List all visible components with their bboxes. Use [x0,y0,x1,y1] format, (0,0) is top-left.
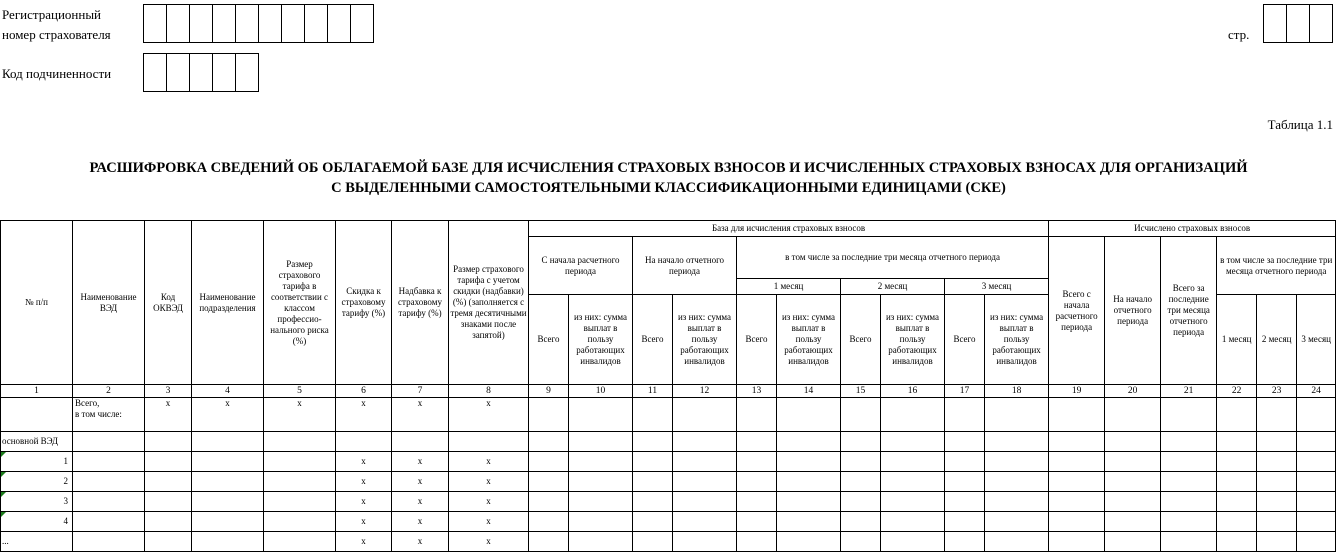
column-number: 8 [449,385,529,398]
reg-number-field[interactable] [143,4,374,43]
main-ved-row [1,432,1336,452]
column-number: 7 [392,385,449,398]
x-mark: x [336,512,392,532]
column-number: 4 [192,385,264,398]
main-table [0,220,1336,552]
column-number: 2 [73,385,145,398]
col-header-base-start: С начала расчетного периода [529,237,633,295]
x-mark: x [449,492,529,512]
page-title: РАСШИФРОВКА СВЕДЕНИЙ ОБ ОБЛАГАЕМОЙ БАЗЕ ДЛЯ ИСЧИСЛЕНИЯ СТРАХОВЫХ ВЗНОСОВ И ИСЧИСЛЕННЫХ СТРАХОВЫХ ВЗНОСАХ ДЛЯ ОРГАНИЗАЦИЙ С ВЫДЕЛЕННЫМИ САМОСТОЯТЕЛЬНЫМИ КЛАССИФИКАЦИОННЫМИ ЕДИНИЦАМИ (СКЕ) [89,160,1248,196]
column-number: 15 [841,385,881,398]
column-number: 24 [1297,385,1336,398]
column-number: 10 [569,385,633,398]
column-number: 5 [264,385,336,398]
col-header-c-m3: 3 месяц [1297,295,1336,385]
col-header-base-report: На начало отчетного периода [633,237,737,295]
total-label: Всего, в том числе: [73,398,145,432]
col-header-tariff: Размер страхового тарифа в соответствии с классом профессио-нального риска (%) [264,221,336,385]
cell-comment-marker [1,512,6,517]
x-mark: x [392,532,449,552]
row-number: ... [1,532,73,552]
column-number: 18 [985,385,1049,398]
column-number: 20 [1105,385,1161,398]
col-header-base: База для исчисления страховых взносов [529,221,1049,237]
col-header-ved: Наименование ВЭД [73,221,145,385]
table-row [1,532,1336,552]
column-number: 14 [777,385,841,398]
col-header-tariff-adj: Размер страхового тарифа с учетом скидки (надбавки) (%) (заполняется с тремя десятичными знаками после запятой) [449,221,529,385]
cell-comment-marker [1,452,6,457]
x-mark: x [449,512,529,532]
col-header-m3: 3 месяц [945,279,1049,295]
column-number: 16 [881,385,945,398]
x-mark: x [449,532,529,552]
x-mark: x [449,398,529,432]
table-row [1,512,1336,532]
column-number: 12 [673,385,737,398]
col-header-c-m2: 2 месяц [1257,295,1297,385]
sub-code-field[interactable] [143,53,259,92]
column-number: 21 [1161,385,1217,398]
col-header-calc-start: Всего с начала расчетного периода [1049,237,1105,385]
col-header-total: Всего [945,295,985,385]
column-number: 6 [336,385,392,398]
x-mark: x [392,492,449,512]
col-header-dept: Наименование подразделения [192,221,264,385]
col-header-disabled: из них: сумма выплат в пользу работающих инвалидов [985,295,1049,385]
col-header-markup: Надбавка к страховому тарифу (%) [392,221,449,385]
col-header-okved: Код ОКВЭД [145,221,192,385]
main-ved-label: основной ВЭД [1,432,73,452]
x-mark: x [264,398,336,432]
col-header-disabled: из них: сумма выплат в пользу работающих инвалидов [881,295,945,385]
column-number: 19 [1049,385,1105,398]
col-header-calc: Исчислено страховых взносов [1049,221,1336,237]
x-mark: x [336,492,392,512]
column-numbers-row [1,385,1336,398]
x-mark: x [449,452,529,472]
table-row [1,452,1336,472]
col-header-discount: Скидка к страховому тарифу (%) [336,221,392,385]
col-header-num: № п/п [1,221,73,385]
column-number: 22 [1217,385,1257,398]
x-mark: x [145,398,192,432]
col-header-disabled: из них: сумма выплат в пользу работающих инвалидов [777,295,841,385]
column-number: 11 [633,385,673,398]
table-row [1,472,1336,492]
x-mark: x [192,398,264,432]
x-mark: x [449,472,529,492]
x-mark: x [336,398,392,432]
column-number: 13 [737,385,777,398]
col-header-total: Всего [633,295,673,385]
col-header-disabled: из них: сумма выплат в пользу работающих инвалидов [673,295,737,385]
col-header-total: Всего [737,295,777,385]
x-mark: x [336,472,392,492]
col-header-calc-last3-total: Всего за последние три месяца отчетного периода [1161,237,1217,385]
row-number: 2 [1,472,73,492]
row-number: 4 [1,512,73,532]
cell-comment-marker [1,492,6,497]
col-header-calc-last3: в том числе за последние три месяца отчетного периода [1217,237,1336,295]
sub-code-label: Код подчиненности [2,66,112,81]
column-number: 17 [945,385,985,398]
col-header-m1: 1 месяц [737,279,841,295]
table-number: Таблица 1.1 [1267,117,1333,132]
page-label: стр. [1228,27,1250,42]
col-header-base-last3: в том числе за последние три месяца отчетного периода [737,237,1049,279]
row-number: 3 [1,492,73,512]
total-row [1,398,1336,432]
col-header-m2: 2 месяц [841,279,945,295]
x-mark: x [392,472,449,492]
column-number: 9 [529,385,569,398]
x-mark: x [336,452,392,472]
row-number: 1 [1,452,73,472]
column-number: 3 [145,385,192,398]
x-mark: x [392,512,449,532]
col-header-disabled: из них: сумма выплат в пользу работающих инвалидов [569,295,633,385]
x-mark: x [392,452,449,472]
x-mark: x [392,398,449,432]
cell-comment-marker [1,472,6,477]
col-header-total: Всего [841,295,881,385]
table-row [1,492,1336,512]
col-header-calc-report: На начало отчетного периода [1105,237,1161,385]
x-mark: x [336,532,392,552]
page-number-field[interactable] [1263,4,1333,43]
col-header-c-m1: 1 месяц [1217,295,1257,385]
reg-number-label: Регистрационный номер страхователя [2,7,111,42]
column-number: 23 [1257,385,1297,398]
column-number: 1 [1,385,73,398]
col-header-total: Всего [529,295,569,385]
